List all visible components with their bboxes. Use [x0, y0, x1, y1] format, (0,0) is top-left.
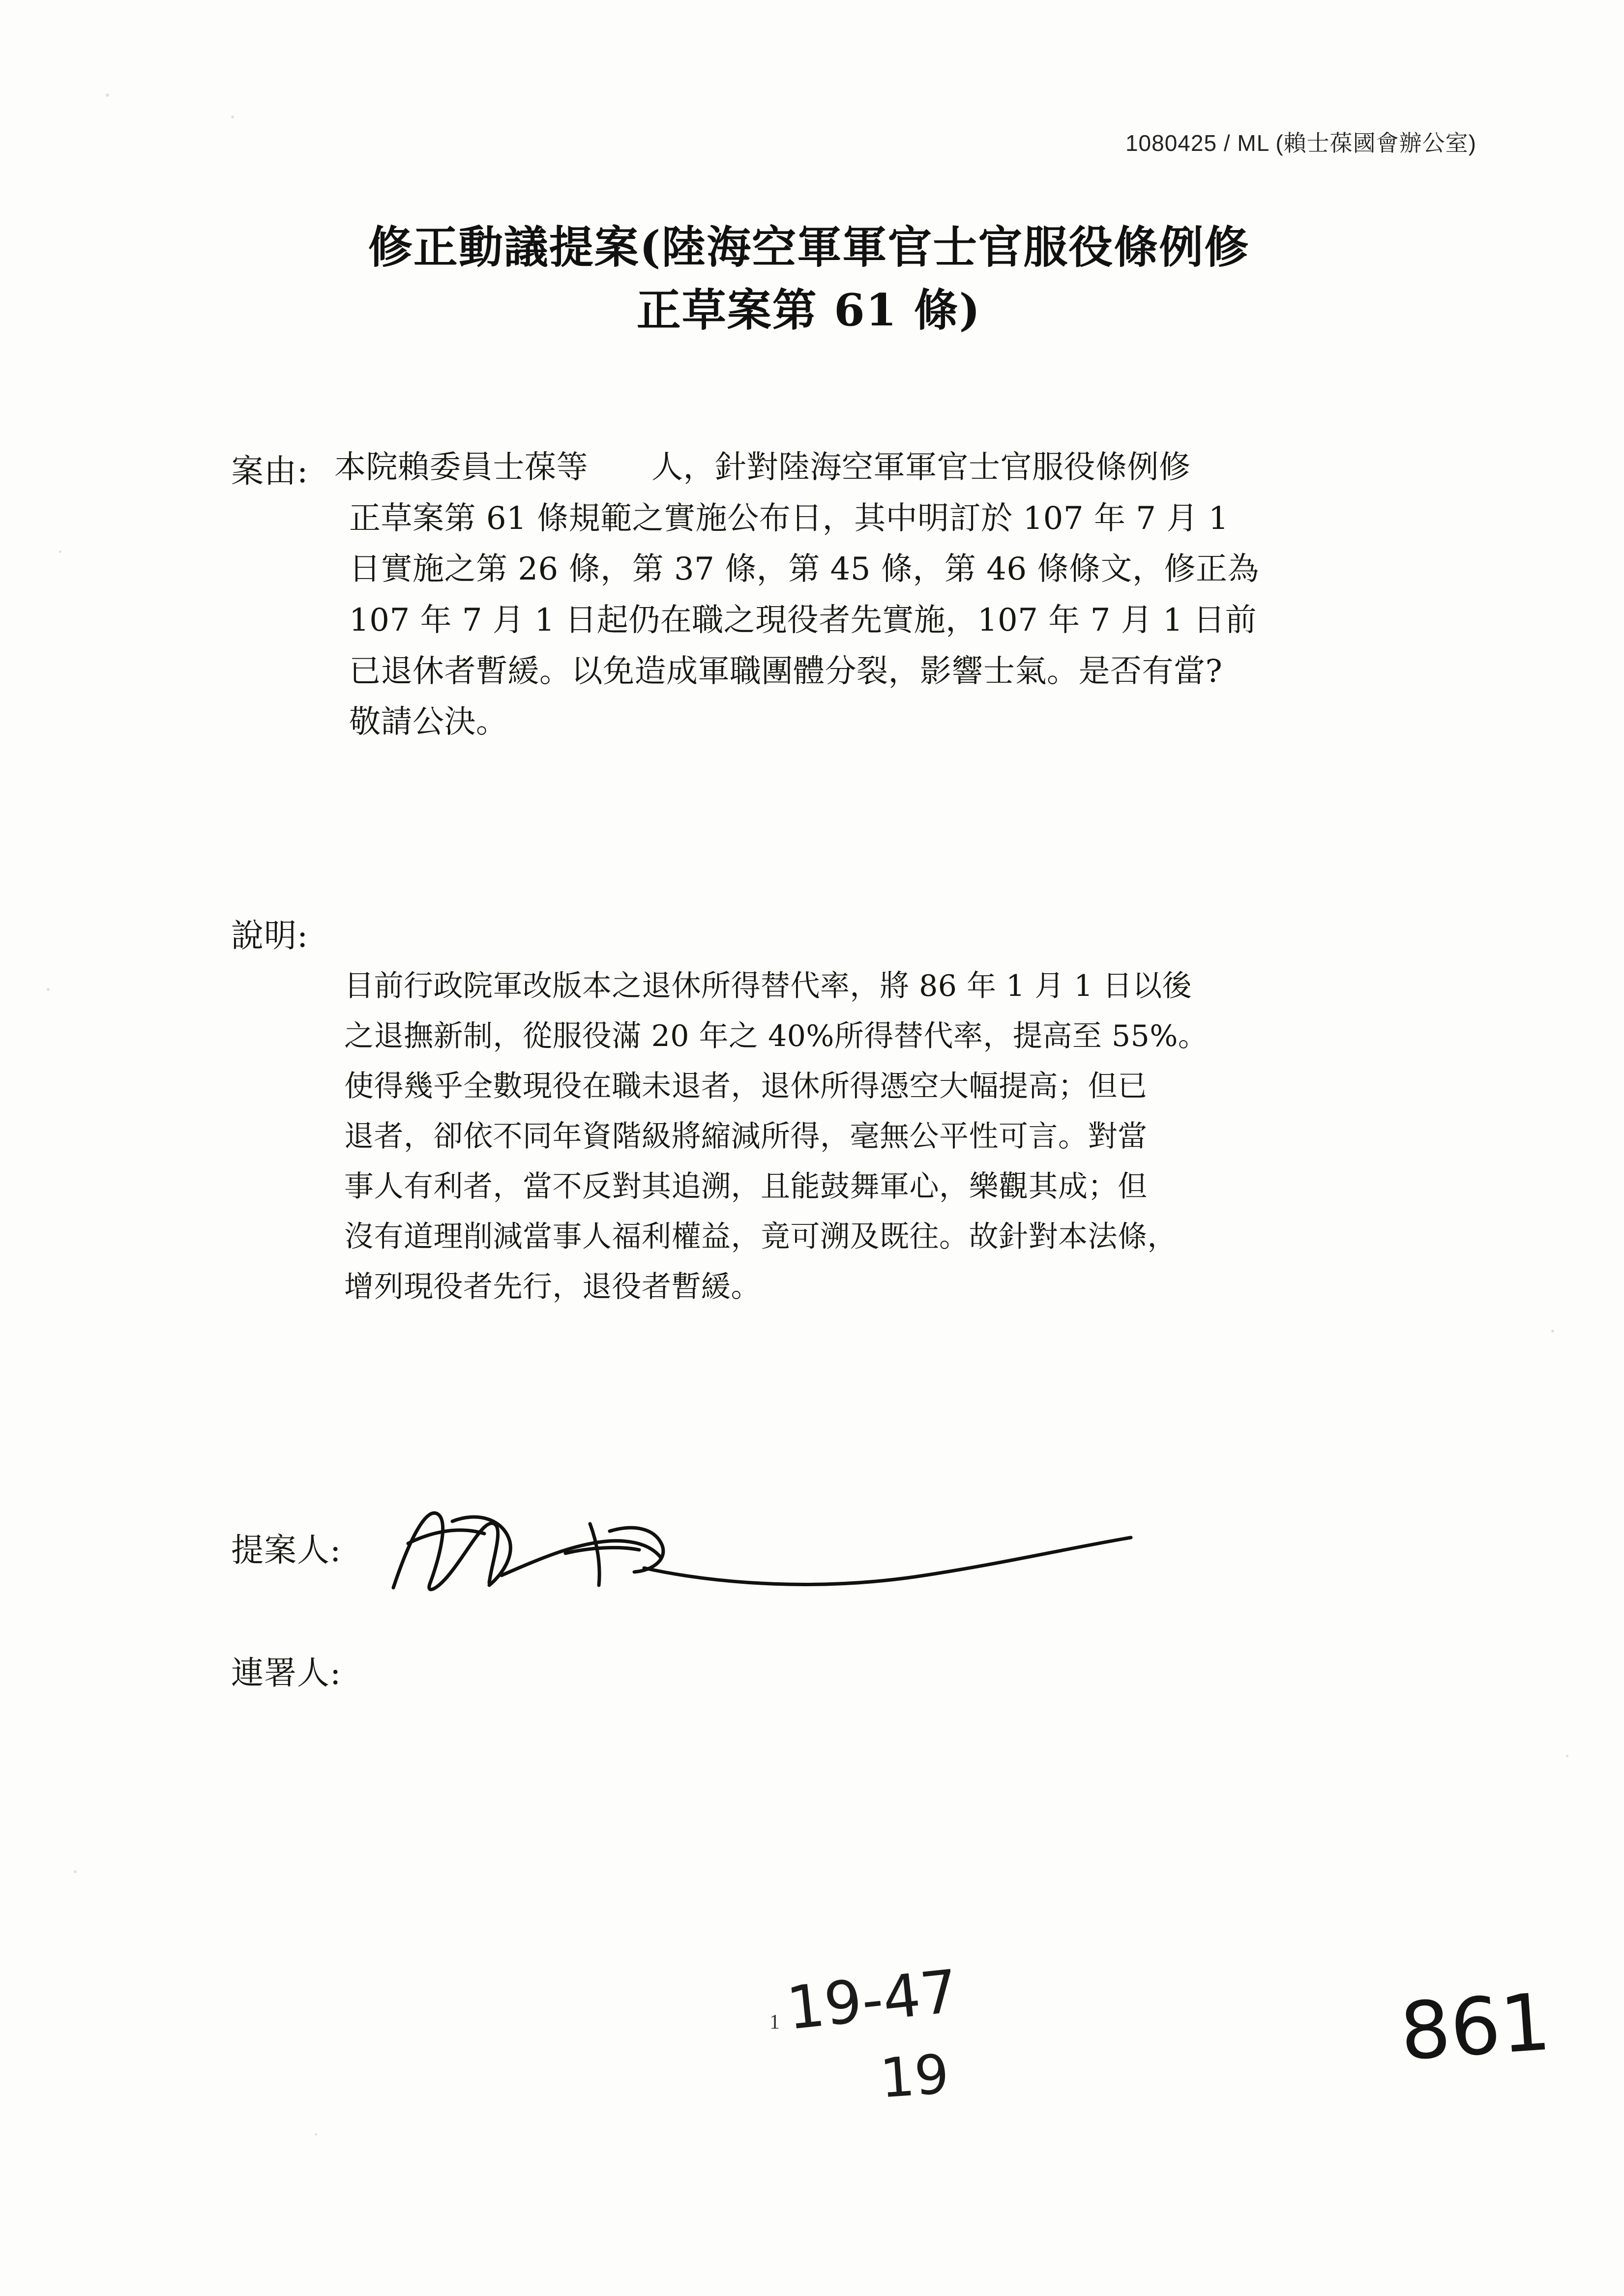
case-line: 本院賴委員士葆等 人，針對陸海空軍軍官士官服役條例修 — [334, 449, 1191, 486]
page-title — [211, 216, 1406, 342]
page-title-line-1: 修正動議提案(陸海空軍軍官士官服役條例修 — [368, 221, 1250, 273]
scan-speck — [59, 551, 61, 553]
case-line: 日實施之第 26 條，第 37 條，第 45 條，第 46 條條文，修正為 — [349, 551, 1259, 588]
explanation-body — [344, 961, 1387, 1312]
page-number: 1 — [769, 2011, 780, 2034]
case-line: 敬請公決。 — [349, 704, 508, 741]
case-line: 已退休者暫緩。以免造成軍職團體分裂，影響士氣。是否有當? — [349, 653, 1223, 690]
case-label: 案由: — [231, 452, 309, 490]
explanation-line: 使得幾乎全數現役在職未退者，退休所得憑空大幅提高；但已 — [344, 1069, 1148, 1104]
explanation-line: 沒有道理削減當事人福利權益，竟可溯及既往。故針對本法條， — [344, 1220, 1177, 1254]
explanation-line: 之退撫新制，從服役滿 20 年之 40%所得替代率，提高至 55%。 — [344, 1019, 1208, 1053]
scan-speck — [106, 93, 109, 97]
explanation-line: 增列現役者先行，退役者暫緩。 — [344, 1270, 761, 1304]
explanation-label: 說明: — [231, 917, 309, 955]
proposer-signature — [379, 1484, 1165, 1602]
page-title-line-2: 正草案第 61 條) — [636, 284, 981, 336]
explanation-line: 目前行政院軍改版本之退休所得替代率，將 86 年 1 月 1 日以後 — [344, 969, 1192, 1003]
explanation-line: 事人有利者，當不反對其追溯，且能鼓舞軍心，樂觀其成；但 — [344, 1169, 1148, 1204]
scan-speck — [1566, 1755, 1568, 1757]
explanation-line: 退者，卻依不同年資階級將縮減所得，毫無公平性可言。對當 — [344, 1119, 1148, 1154]
scan-speck — [47, 988, 50, 991]
scan-speck — [231, 116, 234, 118]
handwritten-corner-number: 861 — [1397, 1976, 1554, 2078]
case-line: 正草案第 61 條規範之實施公布日，其中明訂於 107 年 7 月 1 — [349, 500, 1229, 537]
proposer-label: 提案人: — [231, 1531, 342, 1569]
case-body — [334, 442, 1382, 748]
scan-speck — [1551, 1330, 1554, 1333]
case-line: 107 年 7 月 1 日起仍在職之現役者先實施，107 年 7 月 1 日前 — [349, 602, 1257, 639]
scan-speck — [74, 1870, 77, 1873]
scan-speck — [315, 2133, 317, 2136]
handwritten-subreference: 19 — [878, 2042, 951, 2110]
header-stamp: 1080425 / ML (賴士葆國會辦公室) — [1125, 130, 1476, 156]
handwritten-reference: 19-47 — [783, 1957, 962, 2043]
cosigner-label: 連署人: — [231, 1654, 342, 1692]
